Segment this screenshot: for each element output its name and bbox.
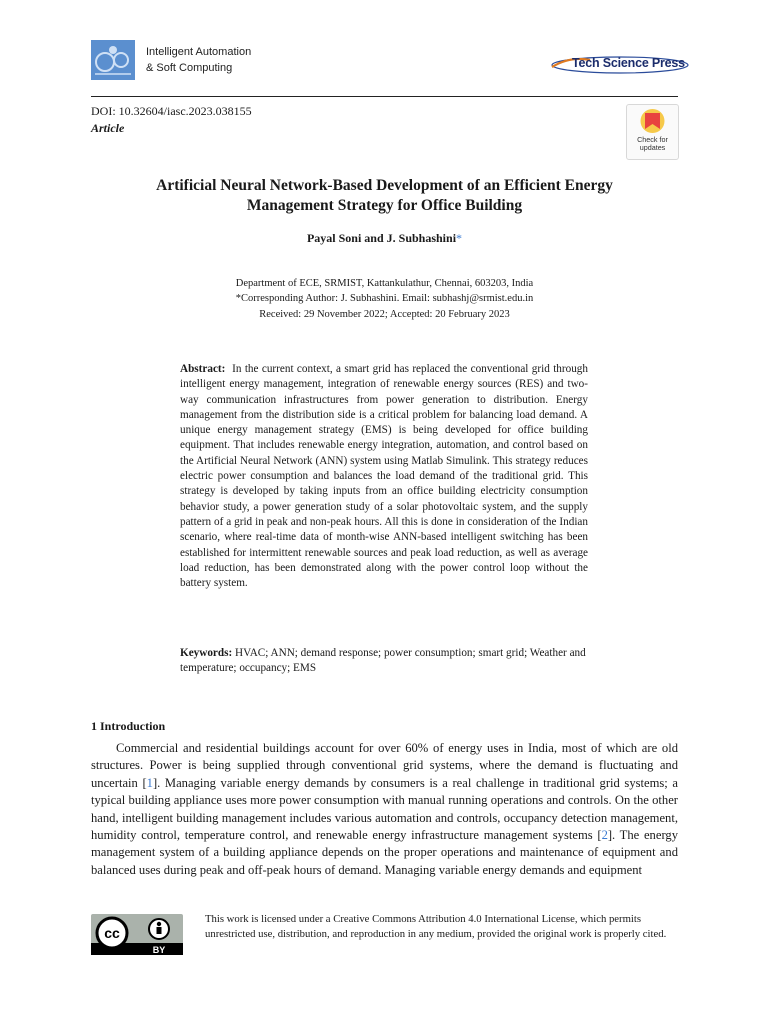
corresponding-author: *Corresponding Author: J. Subhashini. Email: subhashj@srmist.edu.in [235, 293, 534, 305]
check-for-updates-button[interactable] [626, 104, 679, 160]
affiliation-block [91, 276, 678, 322]
journal-name: Intelligent Automation & Soft Computing [146, 46, 252, 74]
intro-paragraph: Commercial and residential buildings account for over 60% of energy uses in India, most of which are old structures. Power is being supplied through conventional grid systems, where the demand is fluctuating and uncertain [1]. Managing variable energy demands by consumers is a real challenge in traditional grid systems; a typical building appliance uses more power consumption with manual running operations and controls. On the other hand, intelligent building management includes various automation and controls, occupancy detection management, humidity control, temperature control, and renewable energy infrastructure management systems [2]. The energy management system of a building appliance depends on the proper operations and maintenance of equipment and balanced uses during peak and off-peak hours of demand. Managing variable energy demands and equipment [91, 741, 679, 877]
journal-logo-icon [91, 40, 135, 80]
affiliation: Department of ECE, SRMIST, Kattankulathur, Chennai, 603203, India [235, 278, 534, 289]
keywords-text: HVAC; ANN; demand response; power consumption; smart grid; Weather and temperature; occupancy; EMS [180, 647, 586, 675]
citation-link[interactable]: 1 [146, 775, 153, 790]
license-text: This work is licensed under a Creative Commons Attribution 4.0 International License, which permits unrestricted use, distribution, and reproduction in any medium, provided the original work is properly cited. [205, 913, 667, 941]
paper-title: Artificial Neural Network-Based Development of an Efficient Energy Management Strategy for Office Building [156, 177, 613, 214]
keywords [180, 646, 588, 677]
citation-link[interactable]: 2 [601, 828, 608, 843]
authors [91, 231, 678, 246]
keywords-label: Keywords: [180, 647, 233, 659]
doi[interactable]: DOI: 10.32604/iasc.2023.038155 [91, 104, 252, 118]
abstract [180, 362, 588, 591]
bookmark-icon [627, 105, 678, 137]
author-names: Payal Soni and J. Subhashini [306, 231, 457, 245]
received-dates: Received: 29 November 2022; Accepted: 20 February 2023 [259, 308, 510, 320]
abstract-label: Abstract: [180, 363, 226, 375]
corresponding-author-mark[interactable]: * [456, 231, 463, 245]
cc-badge-text: cc [104, 925, 120, 941]
header-divider [91, 96, 678, 97]
cc-by-license-icon[interactable] [91, 914, 183, 955]
abstract-text: In the current context, a smart grid has replaced the conventional grid through intelligent energy management, integration of renewable energy sources (RES) and two-way communication infrastructures from power generation to distribution. Energy management from the distribution side is a critical problem for balancing load demand. A unique energy management strategy (EMS) is being developed for office building equipment. That includes renewable energy integration, automation, and control based on the Artificial Neural Network (ANN) system using Matlab Simulink. This strategy reduces electric power consumption and balances the load demand of the traditional grid. This strategy is developed by taking inputs from an office building electricity consumption behavior study, a power generation study of a solar photovoltaic system, and the supply pattern of a grid in peak and non-peak hours. All this is done in consideration of the Indian scenario, where real-time data of month-wise ANN-based intelligent switching has been established for intermittent renewable sources and peak load reduction, as well as average load reduction, has been demonstrated along with the power control loop without the battery system. [180, 363, 588, 590]
publisher-name: Tech Science Press [572, 56, 685, 70]
check-updates-label: Check for updates [637, 135, 668, 152]
section-heading: 1 Introduction [91, 719, 166, 733]
by-badge-text: BY [152, 945, 166, 955]
article-type: Article [91, 121, 125, 135]
